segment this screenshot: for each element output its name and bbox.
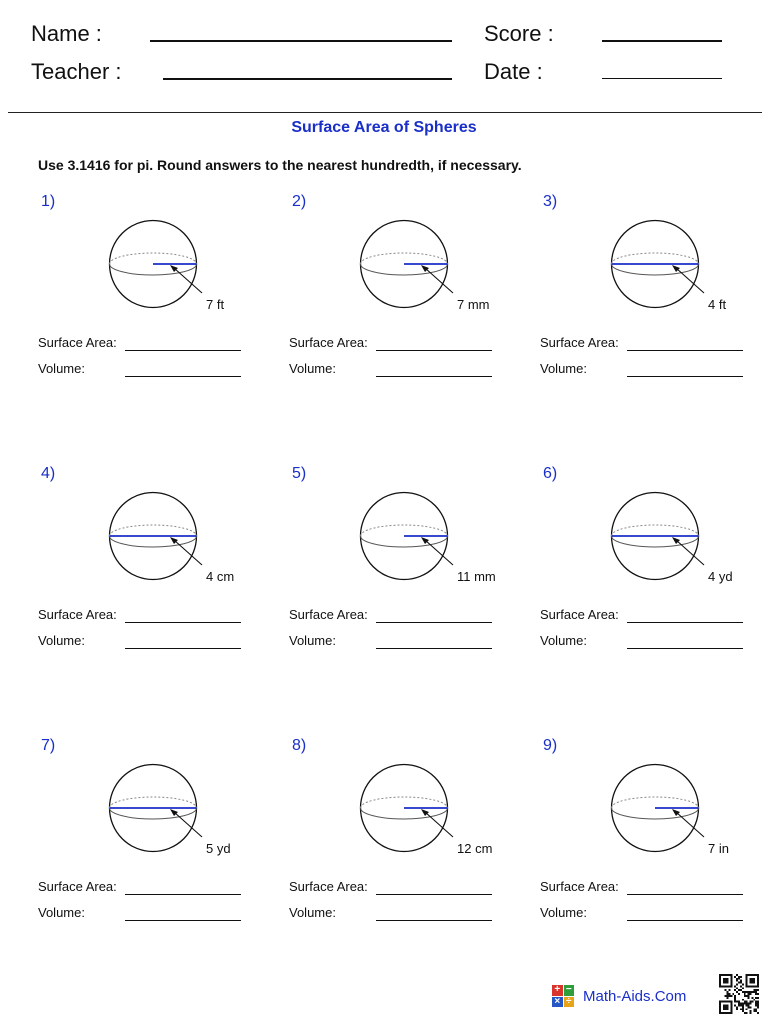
problem-6 (540, 465, 768, 665)
problem-number: 6) (543, 465, 558, 482)
problem-number: 4) (41, 465, 56, 482)
measurement-label: 5 yd (206, 841, 231, 856)
problem-2 (289, 193, 529, 393)
problem-number: 8) (292, 737, 307, 754)
volume-label: Volume: (38, 361, 85, 376)
volume-answer-line[interactable] (125, 376, 241, 377)
problem-number: 1) (41, 193, 56, 210)
surface-area-answer-line[interactable] (627, 350, 743, 351)
problem-number: 2) (292, 193, 307, 210)
sphere-diagram (359, 761, 453, 857)
volume-label: Volume: (38, 633, 85, 648)
surface-area-label: Surface Area: (38, 607, 117, 622)
sphere-diagram (359, 217, 453, 313)
measurement-label: 4 yd (708, 569, 733, 584)
math-aids-logo-icon (552, 985, 574, 1007)
teacher-label: Teacher : (31, 59, 122, 84)
volume-label: Volume: (540, 361, 587, 376)
volume-answer-line[interactable] (376, 648, 492, 649)
problem-number: 3) (543, 193, 558, 210)
sphere-diagram (108, 489, 202, 585)
surface-area-label: Surface Area: (540, 335, 619, 350)
name-label: Name : (31, 21, 102, 46)
surface-area-label: Surface Area: (38, 335, 117, 350)
surface-area-label: Surface Area: (289, 607, 368, 622)
measurement-label: 11 mm (457, 569, 496, 584)
problem-8 (289, 737, 529, 937)
teacher-line[interactable] (163, 78, 452, 80)
surface-area-label: Surface Area: (38, 879, 117, 894)
surface-area-answer-line[interactable] (125, 350, 241, 351)
volume-answer-line[interactable] (125, 648, 241, 649)
problem-9 (540, 737, 768, 937)
volume-answer-line[interactable] (376, 920, 492, 921)
sphere-diagram (108, 761, 202, 857)
minus-icon: − (564, 985, 575, 996)
sphere-diagram (610, 761, 704, 857)
measurement-label: 7 mm (457, 297, 490, 312)
surface-area-label: Surface Area: (289, 879, 368, 894)
score-label: Score : (484, 21, 554, 46)
volume-label: Volume: (289, 633, 336, 648)
date-label: Date : (484, 59, 543, 84)
score-line[interactable] (602, 40, 722, 42)
problem-number: 5) (292, 465, 307, 482)
measurement-label: 7 in (708, 841, 729, 856)
measurement-label: 4 cm (206, 569, 235, 584)
measurement-label: 7 ft (206, 297, 225, 312)
qr-code-icon[interactable] (719, 974, 759, 1014)
sphere-diagram (108, 217, 202, 313)
instructions: Use 3.1416 for pi. Round answers to the nearest hundredth, if necessary. (38, 157, 522, 173)
surface-area-label: Surface Area: (540, 607, 619, 622)
volume-answer-line[interactable] (627, 648, 743, 649)
date-line[interactable] (602, 78, 722, 79)
volume-label: Volume: (289, 905, 336, 920)
volume-answer-line[interactable] (627, 376, 743, 377)
sphere-diagram (359, 489, 453, 585)
surface-area-label: Surface Area: (289, 335, 368, 350)
problem-number: 9) (543, 737, 558, 754)
problem-4 (38, 465, 278, 665)
surface-area-answer-line[interactable] (125, 894, 241, 895)
surface-area-label: Surface Area: (540, 879, 619, 894)
footer-brand-link[interactable]: Math-Aids.Com (583, 988, 687, 1005)
surface-area-answer-line[interactable] (627, 894, 743, 895)
surface-area-answer-line[interactable] (627, 622, 743, 623)
header-divider (8, 112, 762, 113)
name-line[interactable] (150, 40, 452, 42)
problem-7 (38, 737, 278, 937)
surface-area-answer-line[interactable] (376, 350, 492, 351)
surface-area-answer-line[interactable] (125, 622, 241, 623)
measurement-label: 4 ft (708, 297, 727, 312)
volume-answer-line[interactable] (376, 376, 492, 377)
problem-number: 7) (41, 737, 56, 754)
sphere-diagram (610, 217, 704, 313)
plus-icon: + (552, 985, 563, 996)
divide-icon: ÷ (564, 997, 575, 1008)
sphere-diagram (610, 489, 704, 585)
volume-answer-line[interactable] (125, 920, 241, 921)
worksheet-title: Surface Area of Spheres (291, 119, 477, 136)
surface-area-answer-line[interactable] (376, 894, 492, 895)
volume-label: Volume: (540, 905, 587, 920)
problem-3 (540, 193, 768, 393)
measurement-label: 12 cm (457, 841, 493, 856)
surface-area-answer-line[interactable] (376, 622, 492, 623)
problem-1 (38, 193, 278, 393)
volume-label: Volume: (38, 905, 85, 920)
volume-label: Volume: (289, 361, 336, 376)
volume-answer-line[interactable] (627, 920, 743, 921)
times-icon: × (552, 997, 563, 1008)
problem-5 (289, 465, 529, 665)
volume-label: Volume: (540, 633, 587, 648)
